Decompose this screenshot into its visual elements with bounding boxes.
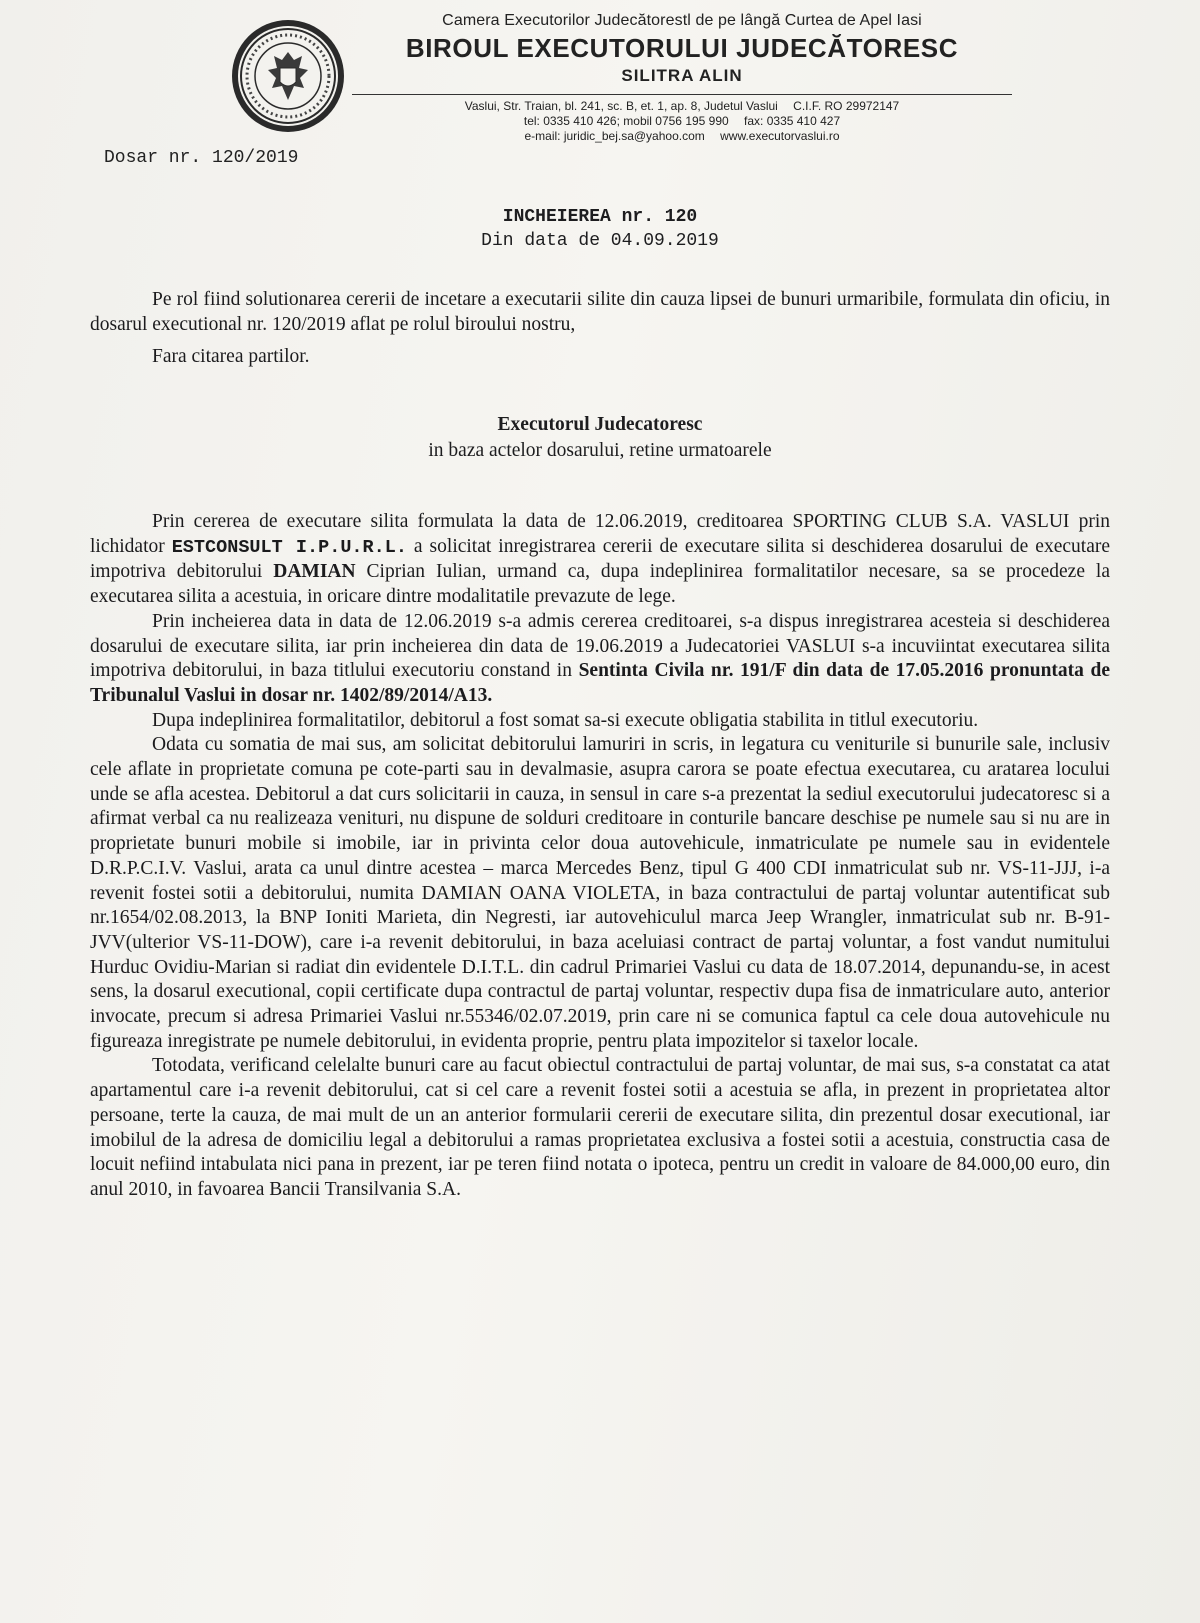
office-website: www.executorvaslui.ro bbox=[720, 129, 840, 143]
body-paragraph-2 bbox=[90, 610, 1110, 709]
letterhead-divider bbox=[352, 94, 1012, 95]
executor-section-heading bbox=[0, 412, 1200, 464]
body-p1-text-a: Prin cererea de executare silita formulata la data de 12.06.2019, creditoarea SPORTING CLUB S.A. VASLUI prin lichidator bbox=[90, 511, 1110, 557]
office-cif: C.I.F. RO 29972147 bbox=[793, 99, 900, 113]
document-date: Din data de 04.09.2019 bbox=[481, 231, 719, 251]
intro-section bbox=[90, 288, 1110, 370]
letterhead-contact-line-1 bbox=[352, 99, 1012, 114]
executor-heading: Executorul Judecatoresc bbox=[497, 414, 703, 435]
letterhead-contact-line-2 bbox=[352, 114, 1012, 129]
letterhead bbox=[352, 10, 1012, 144]
liquidator-name: ESTCONSULT I.P.U.R.L. bbox=[171, 536, 407, 558]
chamber-name: Camera Executorilor Judecătorestl de pe lângă Curtea de Apel Iasi bbox=[442, 12, 922, 29]
letterhead-contact-line-3 bbox=[352, 129, 1012, 144]
intro-paragraph: Pe rol fiind solutionarea cererii de incetare a executarii silite din cauza lipsei de bunuri urmaribile, formulata din oficiu, in dosarul executional nr. 120/2019 aflat pe rolul biroului nostru, bbox=[90, 289, 1110, 335]
body-p2-text-a: Prin incheierea data in data de 12.06.2019 s-a admis cererea creditoarei, s-a dispus inregistrarea acesteia si deschiderea dosarului de executare silita, iar prin incheierea din data de 19.06.2019 a Judecatoriei VASLUI s-a incuviintat executarea silita impotriva debitorului, in baza titlului executoriu constand in bbox=[90, 610, 1110, 682]
document-heading bbox=[0, 205, 1200, 253]
office-phone: tel: 0335 410 426; mobil 0756 195 990 bbox=[523, 114, 729, 128]
office-email: e-mail: juridic_bej.sa@yahoo.com bbox=[524, 129, 705, 143]
body-paragraph-5: Totodata, verificand celelalte bunuri care au facut obiectul contractului de partaj voluntar, de mai sus, s-a constatat ca atat apartamentul care i-a revenit debitorului, cat si cel care a revenit fostei sotii a acestuia se afla, in prezent in proprietatea altor persoane, terte la cauza, de mai mult de un an anterior formularii cererii de executare silita, din prezentul dosar executional, iar imobilul de la adresa de domiciliu legal a debitorului a ramas proprietatea exclusiva a fostei sotii a acestuia, constructia casa de locuit nefiind intabulata nici pana in prezent, iar pe teren fiind notata o ipoteca, pentru un credit in valoare de 84.000,00 euro, din anul 2010, in favoarea Bancii Transilvania S.A. bbox=[90, 1055, 1110, 1200]
dossier-number: Dosar nr. 120/2019 bbox=[104, 148, 299, 168]
office-name: BIROUL EXECUTORULUI JUDECĂTORESC bbox=[405, 33, 959, 63]
body-paragraph-3: Dupa indeplinirea formalitatilor, debitorul a fost somat sa-si execute obligatia stabilita in titlul executoriu. bbox=[152, 709, 979, 731]
executor-name: SILITRA ALIN bbox=[621, 66, 743, 85]
document-title: INCHEIEREA nr. 120 bbox=[502, 207, 698, 227]
body-p1-text-e: Ciprian Iulian, urmand ca, dupa indeplinirea formalitatilor necesare, sa se procedeze la executarea silita a acestuia, in oricare dintre modalitatile prevazute de lege. bbox=[90, 561, 1110, 608]
body-p1-text-c: a solicitat inregistrarea cererii de executare silita si deschiderea dosarului de executare impotriva debitorului bbox=[90, 535, 1110, 583]
executor-subheading: in baza actelor dosarului, retine urmatoarele bbox=[428, 440, 772, 461]
body-paragraph-4: Odata cu somatia de mai sus, am solicitat debitorului lamuriri in scris, in legatura cu veniturile si bunurile sale, inclusiv cele aflate in proprietate comuna pe cote-parti sau in devalmasie, asupra carora se poate efectua executarea, cu aratarea locului unde se afla acestea. Debitorul a dat curs solicitarii in cauza, in sensul in care s-a prezentat la sediul executorului judecatoresc si a afirmat verbal ca nu realizeaza venituri, nu dispune de solduri creditoare in conturile bancare deschise pe numele sau si nu are in proprietate bunuri mobile si imobile, iar in privinta celor doua autovehicule, inmatriculate pe numele sau in evidentele D.R.P.C.I.V. Vaslui, arata ca unul dintre acestea – marca Mercedes Benz, tipul G 400 CDI inmatriculat sub nr. VS-11-JJJ, i-a revenit fostei sotii a debitorului, numita DAMIAN OANA VIOLETA, in baza contractului de partaj voluntar autentificat sub nr.1654/02.08.2013, la BNP Ioniti Marieta, din Negresti, iar autovehiculul marca Jeep Wrangler, inmatriculat sub nr. B-91-JVV(ulterior VS-11-DOW), care i-a revenit debitorului, in baza aceluiasi contract de partaj voluntar, a fost vandut numitului Hurduc Ovidiu-Marian si radiat din evidentele D.I.T.L. din cadrul Primariei Vaslui cu data de 18.07.2014, depunandu-se, in acest sens, la dosarul executional, copii certificate dupa contractul de partaj voluntar, respectiv dupa fisa de inmatriculare auto, anterior invocate, precum si adresa Primariei Vaslui nr.55346/02.07.2019, prin care ni se comunica faptul ca cele doua autovehicule nu figureaza inregistrate pe numele debitorului, in evidenta proprie, pentru plata impozitelor si taxelor locale. bbox=[90, 734, 1110, 1052]
office-fax: fax: 0335 410 427 bbox=[744, 114, 841, 128]
office-address: Vaslui, Str. Traian, bl. 241, sc. B, et. 1, ap. 8, Judetul Vaslui bbox=[464, 99, 778, 113]
debtor-surname: DAMIAN bbox=[273, 561, 356, 583]
no-summons-paragraph: Fara citarea partilor. bbox=[152, 346, 310, 368]
body-paragraph-1 bbox=[90, 510, 1110, 610]
enforcement-title-reference: Sentinta Civila nr. 191/F din data de 17.05.2016 pronuntata de Tribunalul Vaslui in dosar nr. 1402/89/2014/A13. bbox=[90, 660, 1110, 706]
main-body bbox=[90, 510, 1110, 1203]
coat-of-arms-seal-icon bbox=[228, 16, 348, 136]
